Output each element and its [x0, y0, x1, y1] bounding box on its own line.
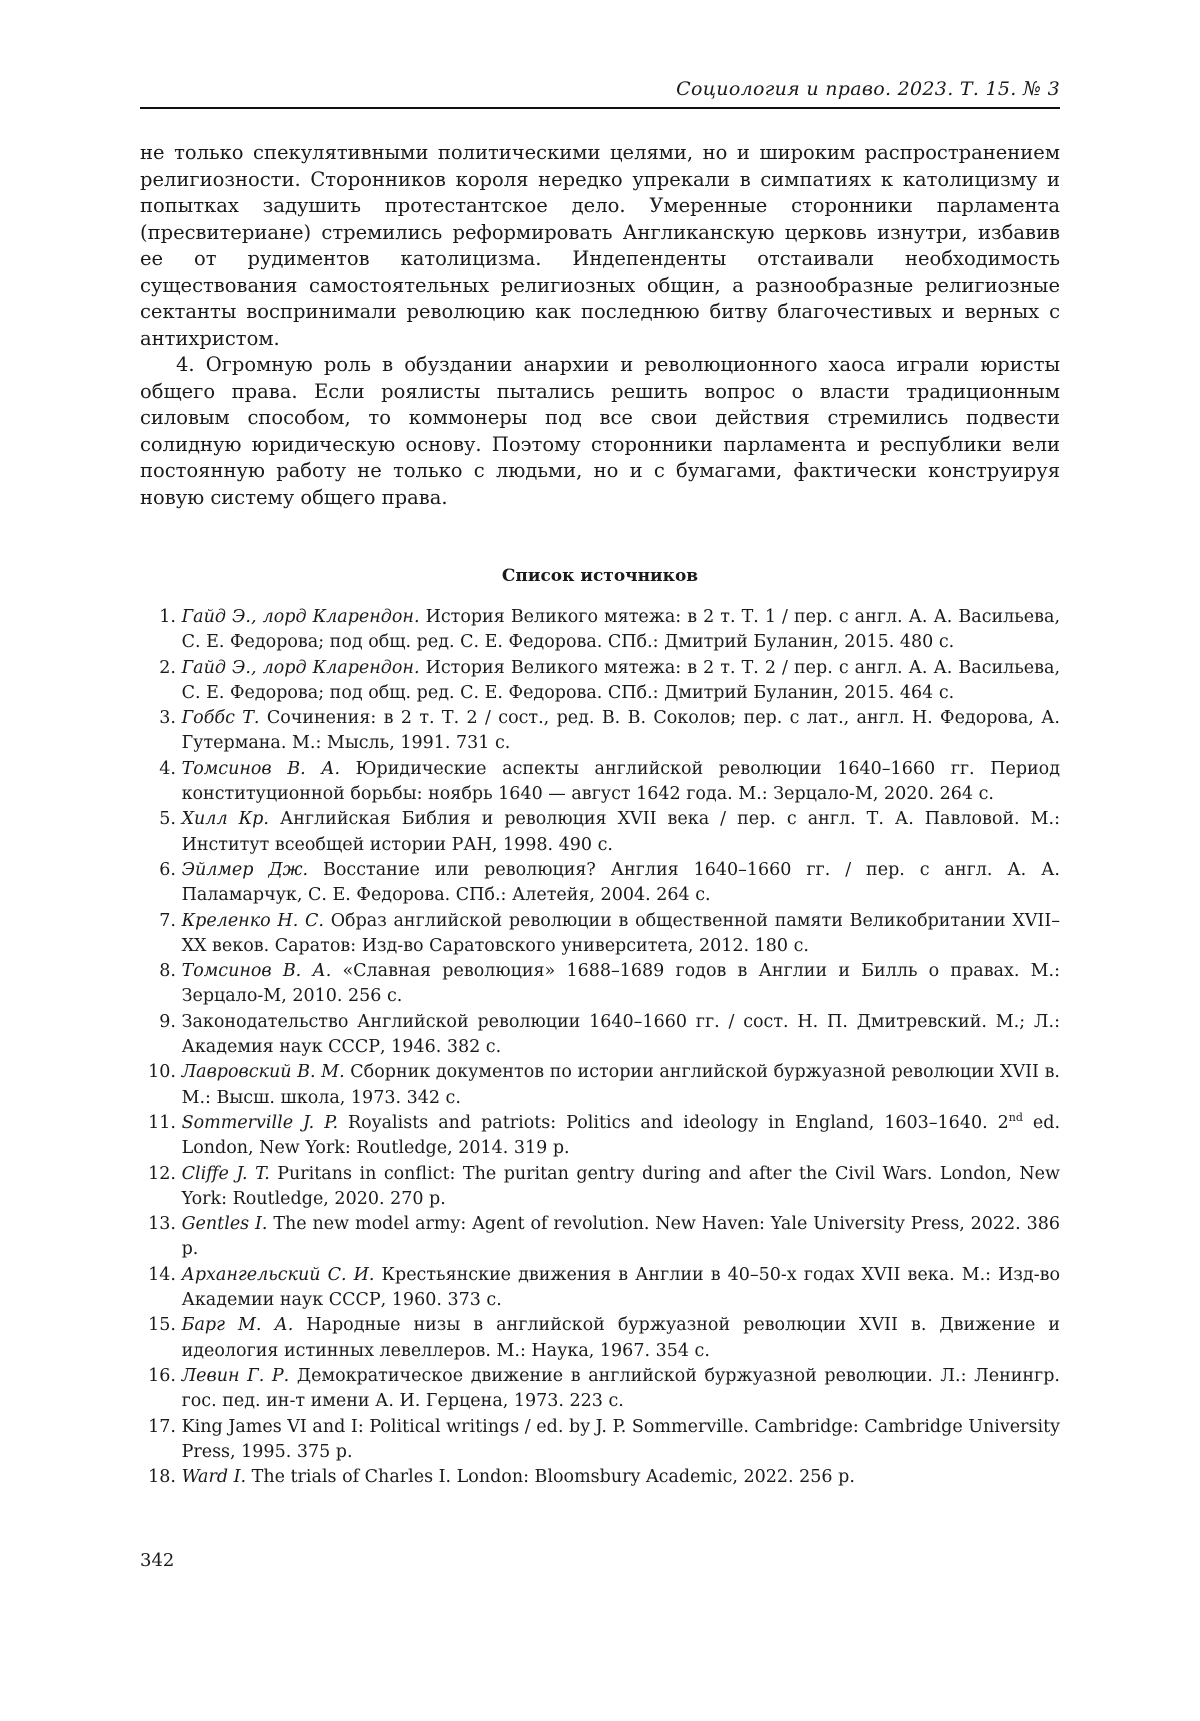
reference-item	[140, 1415, 1060, 1466]
reference-text: Puritans in conflict: The puritan gentry during and after the Civil Wars. London, New York: Routledge, 2020. 270 p.	[182, 1164, 1060, 1209]
reference-author: Гайд Э., лорд Кларендон.	[182, 658, 420, 678]
reference-author: Архангельский С. И.	[182, 1265, 375, 1285]
reference-text: Сборник документов по истории английской буржуазной революции XVII в. М.: Высш. школа, 1973. 342 с.	[182, 1062, 1060, 1107]
reference-number: 10.	[140, 1060, 176, 1111]
reference-number: 5.	[140, 807, 176, 858]
body-text	[140, 140, 1060, 511]
reference-item	[140, 1212, 1060, 1263]
reference-text: Демократическое движение в английской буржуазной революции. Л.: Ленингр. гос. пед. ин-т имени А. И. Герцена, 1973. 223 с.	[182, 1366, 1060, 1411]
reference-item	[140, 909, 1060, 960]
reference-item	[140, 605, 1060, 656]
reference-text: «Славная революция» 1688–1689 годов в Англии и Билль о правах. М.: Зерцало-М, 2010. 256 с.	[182, 961, 1060, 1006]
reference-author: Хилл Кр.	[182, 809, 269, 829]
reference-number: 1.	[140, 605, 176, 656]
reference-item	[140, 1010, 1060, 1061]
reference-author: Гоббс Т.	[182, 708, 260, 728]
reference-text: Сочинения: в 2 т. Т. 2 / сост., ред. В. В. Соколов; пер. с лат., англ. Н. Федорова, А. Гутермана. М.: Мысль, 1991. 731 с.	[182, 708, 1060, 753]
reference-text: Royalists and patriots: Politics and ideology in England, 1603–1640. 2	[338, 1113, 1009, 1133]
reference-number: 8.	[140, 959, 176, 1010]
reference-number: 18.	[140, 1465, 176, 1490]
reference-number: 3.	[140, 706, 176, 757]
reference-number: 7.	[140, 909, 176, 960]
reference-author: Лавровский В. М.	[182, 1062, 345, 1082]
sources-heading: Список источников	[140, 566, 1060, 586]
reference-text: ed. London, New York: Routledge, 2014. 319 p.	[182, 1113, 1060, 1158]
reference-item	[140, 1313, 1060, 1364]
reference-number: 16.	[140, 1364, 176, 1415]
reference-text: The trials of Charles I. London: Bloomsbury Academic, 2022. 256 p.	[246, 1467, 855, 1487]
reference-author: Cliffe J. T.	[182, 1164, 270, 1184]
reference-number: 15.	[140, 1313, 176, 1364]
reference-author: Барг М. А.	[182, 1315, 294, 1335]
reference-author: Ward I.	[182, 1467, 247, 1487]
reference-text: Крестьянские движения в Англии в 40–50-х годах XVII века. М.: Изд-во Академии наук СССР, 1960. 373 с.	[182, 1265, 1060, 1310]
reference-item	[140, 858, 1060, 909]
reference-item	[140, 757, 1060, 808]
reference-item	[140, 656, 1060, 707]
reference-text: Народные низы в английской буржуазной революции XVII в. Движение и идеология истинных левеллеров. М.: Наука, 1967. 354 с.	[182, 1315, 1060, 1360]
reference-item	[140, 1162, 1060, 1213]
header-divider	[140, 107, 1060, 109]
reference-author: Томсинов В. А.	[182, 961, 332, 981]
reference-number: 17.	[140, 1415, 176, 1466]
reference-author: Креленко Н. С.	[182, 911, 324, 931]
reference-author: Гайд Э., лорд Кларендон.	[182, 607, 420, 627]
reference-number: 2.	[140, 656, 176, 707]
reference-text: The new model army: Agent of revolution. New Haven: Yale University Press, 2022. 386 p.	[182, 1214, 1060, 1259]
reference-item	[140, 1465, 1060, 1490]
reference-number: 6.	[140, 858, 176, 909]
reference-item	[140, 1060, 1060, 1111]
reference-item	[140, 959, 1060, 1010]
reference-text: Законодательство Английской революции 1640–1660 гг. / сост. Н. П. Дмитревский. М.; Л.: Академия наук СССР, 1946. 382 с.	[182, 1012, 1060, 1057]
reference-item	[140, 1263, 1060, 1314]
reference-text: Образ английской революции в общественной памяти Великобритании XVII–XX веков. Саратов: Изд-во Саратовского университета, 2012. 180 с.	[182, 911, 1060, 956]
reference-list	[140, 605, 1060, 1490]
superscript: nd	[1009, 1111, 1023, 1124]
reference-text: Английская Библия и революция XVII века / пер. с англ. Т. А. Павловой. М.: Институт всеобщей истории РАН, 1998. 490 с.	[182, 809, 1060, 854]
reference-item	[140, 1111, 1060, 1162]
reference-author: Sommerville J. P.	[182, 1113, 338, 1133]
reference-number: 12.	[140, 1162, 176, 1213]
reference-number: 9.	[140, 1010, 176, 1061]
reference-item	[140, 807, 1060, 858]
reference-author: Эйлмер Дж.	[182, 860, 309, 880]
reference-author: Томсинов В. А.	[182, 759, 340, 779]
running-header: Социология и право. 2023. Т. 15. № 3	[140, 78, 1060, 100]
reference-author: Gentles I.	[182, 1214, 268, 1234]
reference-number: 11.	[140, 1111, 176, 1162]
reference-text: История Великого мятежа: в 2 т. Т. 2 / пер. с англ. А. А. Васильева, С. Е. Федорова; под общ. ред. С. Е. Федорова. СПб.: Дмитрий Буланин, 2015. 464 с.	[182, 658, 1060, 703]
paragraph: не только спекулятивными политическими целями, но и широким распространением религиозности. Сторонников короля нередко упрекали в симпатиях к католицизму и попытках задушить протестантское дело. Умеренные сторонники парламента (пресвитериане) стремились реформировать Англиканскую церковь изнутри, избавив ее от рудиментов католицизма. Индепенденты отстаивали необходимость существования самостоятельных религиозных общин, а разнообразные религиозные сектанты воспринимали революцию как последнюю битву благочестивых и верных с антихристом.	[140, 140, 1060, 352]
reference-author: Левин Г. Р.	[182, 1366, 290, 1386]
reference-number: 4.	[140, 757, 176, 808]
reference-text: Юридические аспекты английской революции 1640–1660 гг. Период конституционной борьбы: ноябрь 1640 — август 1642 года. М.: Зерцало-М, 2020. 264 с.	[182, 759, 1060, 804]
reference-number: 13.	[140, 1212, 176, 1263]
page-number: 342	[140, 1550, 174, 1571]
reference-item	[140, 1364, 1060, 1415]
reference-item	[140, 706, 1060, 757]
paragraph: 4. Огромную роль в обуздании анархии и революционного хаоса играли юристы общего права. Если роялисты пытались решить вопрос о власти традиционным силовым способом, то коммонеры под все свои действия стремились подвести солидную юридическую основу. Поэтому сторонники парламента и республики вели постоянную работу не только с людьми, но и с бумагами, фактически конструируя новую систему общего права.	[140, 352, 1060, 511]
reference-text: Восстание или революция? Англия 1640–1660 гг. / пер. с англ. А. А. Паламарчук, С. Е. Федорова. СПб.: Алетейя, 2004. 264 с.	[182, 860, 1060, 905]
reference-text: King James VI and I: Political writings / ed. by J. P. Sommerville. Cambridge: Cambridge University Press, 1995. 375 p.	[182, 1417, 1060, 1462]
reference-number: 14.	[140, 1263, 176, 1314]
reference-text: История Великого мятежа: в 2 т. Т. 1 / пер. с англ. А. А. Васильева, С. Е. Федорова; под общ. ред. С. Е. Федорова. СПб.: Дмитрий Буланин, 2015. 480 с.	[182, 607, 1060, 652]
